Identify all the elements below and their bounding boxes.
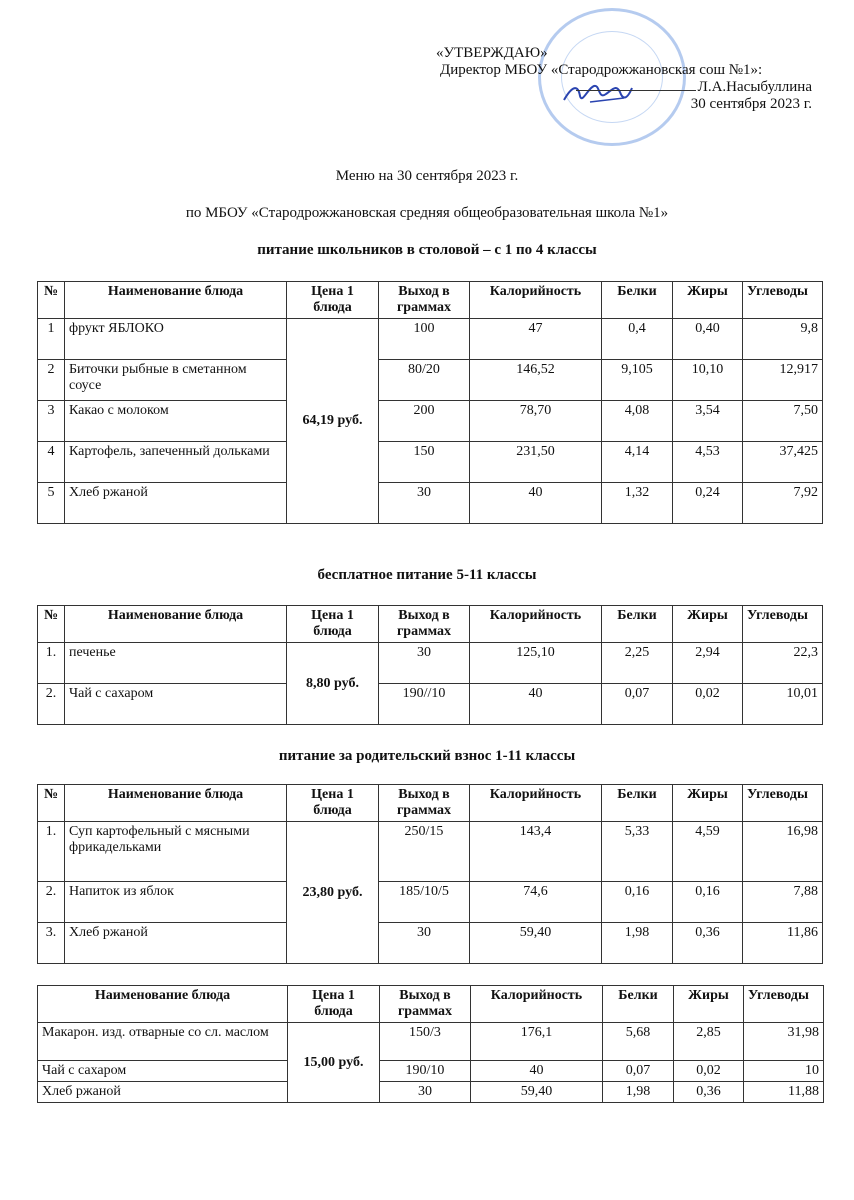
table-header-row [38,986,824,1023]
document-title: Меню на 30 сентября 2023 г. [335,168,519,184]
cell-protein: 5,68 [603,1023,674,1061]
cell-calories: 40 [471,1061,603,1082]
cell-price: 15,00 руб. [288,1023,380,1103]
col-header-price: Цена 1 блюда [288,986,380,1023]
cell-carbs: 11,86 [743,923,823,964]
col-header-protein: Белки [602,785,673,822]
cell-price: 8,80 руб. [287,643,379,725]
cell-carbs: 10,01 [743,684,823,725]
cell-calories: 78,70 [470,401,602,442]
cell-protein: 1,98 [602,923,673,964]
cell-carbs: 22,3 [743,643,823,684]
cell-fat: 0,02 [673,684,743,725]
approval-signatory: Л.А.Насыбуллина [697,79,812,95]
cell-fat: 4,53 [673,442,743,483]
col-header-price: Цена 1 блюда [287,785,379,822]
cell-carbs: 31,98 [744,1023,824,1061]
col-header-price: Цена 1 блюда [287,282,379,319]
table-header-row [38,606,823,643]
approval-position: Директор МБОУ «Стародрожжановская сош №1»: [440,62,763,78]
cell-fat: 4,59 [673,822,743,882]
menu-table-1-4 [37,281,823,524]
cell-protein: 4,08 [602,401,673,442]
cell-protein: 0,16 [602,882,673,923]
table-header-row [38,785,823,822]
cell-price: 23,80 руб. [287,822,379,964]
cell-carbs: 11,88 [744,1082,824,1103]
cell-calories: 146,52 [470,360,602,401]
cell-protein: 9,105 [602,360,673,401]
table-header-row [38,282,823,319]
cell-num: 2. [38,882,65,923]
col-header-fat: Жиры [673,785,743,822]
cell-num: 1. [38,643,65,684]
cell-weight: 150/3 [380,1023,471,1061]
cell-num: 2 [38,360,65,401]
cell-carbs: 9,8 [743,319,823,360]
menu-table-free-5-11 [37,605,823,725]
cell-name: фрукт ЯБЛОКО [65,319,287,360]
cell-protein: 4,14 [602,442,673,483]
col-header-weight: Выход в граммах [379,785,470,822]
col-header-carbs: Углеводы [743,282,823,319]
col-header-num: № [38,282,65,319]
cell-calories: 59,40 [470,923,602,964]
col-header-protein: Белки [602,606,673,643]
cell-num: 5 [38,483,65,524]
cell-name: Чай с сахаром [65,684,287,725]
menu-table-parental-1-11 [37,784,823,964]
cell-name: Напиток из яблок [65,882,287,923]
cell-protein: 5,33 [602,822,673,882]
table-row [38,442,823,483]
approval-heading: «УТВЕРЖДАЮ» [436,45,548,61]
col-header-calories: Калорийность [470,606,602,643]
cell-weight: 80/20 [379,360,470,401]
cell-name: Хлеб ржаной [65,483,287,524]
cell-name: печенье [65,643,287,684]
cell-calories: 47 [470,319,602,360]
cell-protein: 0,07 [602,684,673,725]
col-header-num: № [38,785,65,822]
section-title-free-5-11: бесплатное питание 5-11 классы [317,567,537,583]
cell-weight: 150 [379,442,470,483]
menu-table-additional [37,985,824,1103]
cell-protein: 1,98 [603,1082,674,1103]
cell-calories: 59,40 [471,1082,603,1103]
table-row [38,1023,824,1061]
cell-weight: 100 [379,319,470,360]
table-row [38,684,823,725]
cell-num: 2. [38,684,65,725]
cell-num: 3. [38,923,65,964]
cell-fat: 0,24 [673,483,743,524]
cell-name: Хлеб ржаной [38,1082,288,1103]
col-header-num: № [38,606,65,643]
cell-num: 3 [38,401,65,442]
table-row [38,923,823,964]
table-row [38,360,823,401]
cell-weight: 190/10 [380,1061,471,1082]
col-header-weight: Выход в граммах [379,606,470,643]
cell-num: 4 [38,442,65,483]
cell-protein: 0,07 [603,1061,674,1082]
signature-line [576,90,696,91]
cell-name: Картофель, запеченный дольками [65,442,287,483]
col-header-carbs: Углеводы [744,986,824,1023]
table-row [38,643,823,684]
cell-fat: 3,54 [673,401,743,442]
col-header-protein: Белки [602,282,673,319]
col-header-calories: Калорийность [471,986,603,1023]
cell-calories: 176,1 [471,1023,603,1061]
cell-carbs: 37,425 [743,442,823,483]
cell-name: Чай с сахаром [38,1061,288,1082]
col-header-calories: Калорийность [470,785,602,822]
col-header-protein: Белки [603,986,674,1023]
col-header-fat: Жиры [674,986,744,1023]
cell-fat: 0,40 [673,319,743,360]
cell-fat: 2,85 [674,1023,744,1061]
cell-name: Хлеб ржаной [65,923,287,964]
table-row [38,822,823,882]
cell-weight: 190//10 [379,684,470,725]
col-header-fat: Жиры [673,282,743,319]
table-row [38,483,823,524]
col-header-name: Наименование блюда [65,282,287,319]
cell-calories: 231,50 [470,442,602,483]
cell-name: Суп картофельный с мясными фрикадельками [65,822,287,882]
cell-name: Биточки рыбные в сметанном соусе [65,360,287,401]
cell-fat: 0,36 [673,923,743,964]
cell-fat: 0,36 [674,1082,744,1103]
school-name: по МБОУ «Стародрожжановская средняя общеобразовательная школа №1» [185,205,669,221]
section-title-parental-1-11: питание за родительский взнос 1-11 классы [278,748,576,764]
col-header-weight: Выход в граммах [380,986,471,1023]
table-row [38,882,823,923]
cell-carbs: 10 [744,1061,824,1082]
approval-signatory-line [436,79,836,96]
cell-carbs: 16,98 [743,822,823,882]
cell-protein: 1,32 [602,483,673,524]
cell-fat: 10,10 [673,360,743,401]
cell-weight: 30 [379,923,470,964]
approval-block [436,45,836,113]
cell-num: 1 [38,319,65,360]
col-header-name: Наименование блюда [65,606,287,643]
cell-calories: 125,10 [470,643,602,684]
cell-protein: 0,4 [602,319,673,360]
cell-protein: 2,25 [602,643,673,684]
col-header-fat: Жиры [673,606,743,643]
cell-carbs: 7,88 [743,882,823,923]
section-title-1-4: питание школьников в столовой – с 1 по 4 классы [257,242,597,258]
cell-carbs: 7,92 [743,483,823,524]
cell-name: Макарон. изд. отварные со сл. маслом [38,1023,288,1061]
cell-weight: 30 [380,1082,471,1103]
cell-fat: 0,02 [674,1061,744,1082]
col-header-carbs: Углеводы [743,785,823,822]
cell-price: 64,19 руб. [287,319,379,524]
table-row [38,319,823,360]
cell-calories: 74,6 [470,882,602,923]
cell-carbs: 12,917 [743,360,823,401]
cell-fat: 2,94 [673,643,743,684]
cell-fat: 0,16 [673,882,743,923]
cell-num: 1. [38,822,65,882]
cell-weight: 30 [379,483,470,524]
cell-weight: 185/10/5 [379,882,470,923]
cell-weight: 250/15 [379,822,470,882]
col-header-price: Цена 1 блюда [287,606,379,643]
col-header-calories: Калорийность [470,282,602,319]
cell-name: Какао с молоком [65,401,287,442]
cell-calories: 40 [470,483,602,524]
cell-weight: 200 [379,401,470,442]
col-header-name: Наименование блюда [38,986,288,1023]
col-header-name: Наименование блюда [65,785,287,822]
table-row [38,401,823,442]
col-header-carbs: Углеводы [743,606,823,643]
cell-calories: 40 [470,684,602,725]
table-row [38,1061,824,1082]
cell-calories: 143,4 [470,822,602,882]
cell-weight: 30 [379,643,470,684]
cell-carbs: 7,50 [743,401,823,442]
col-header-weight: Выход в граммах [379,282,470,319]
table-row [38,1082,824,1103]
approval-date: 30 сентября 2023 г. [690,96,812,112]
